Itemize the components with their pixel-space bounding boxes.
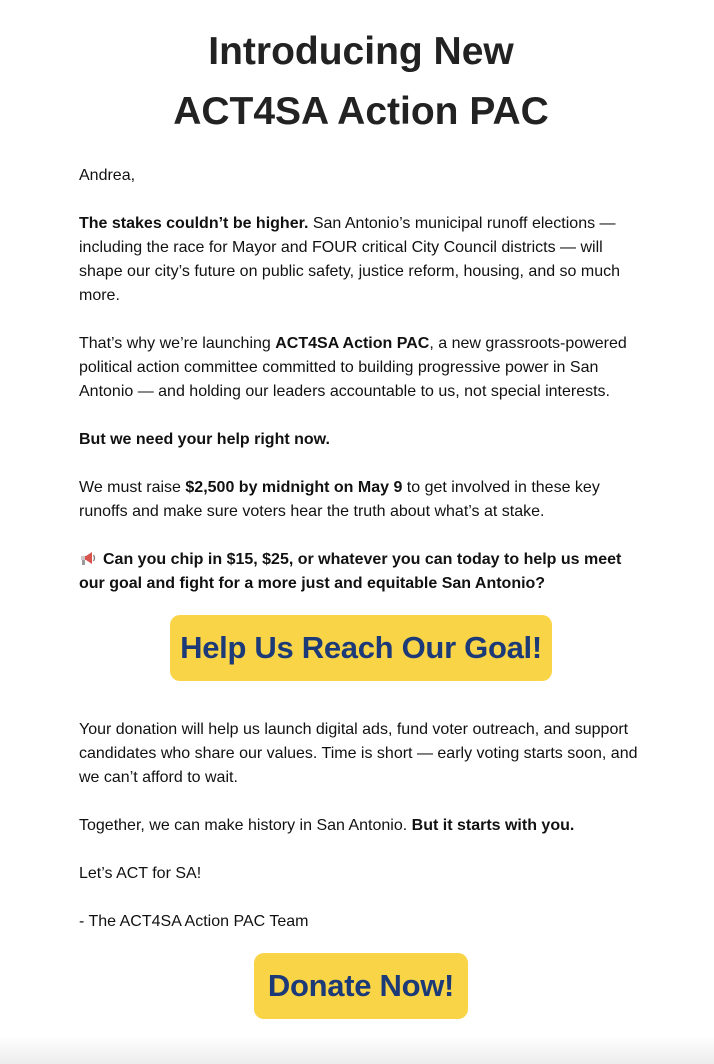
- paragraph-launch-start: That’s why we’re launching: [79, 335, 276, 352]
- paragraph-goal-text: to get involved in these key runoffs and make sure voters hear the truth about what’s at stake.: [79, 479, 600, 520]
- paragraph-stakes-bold: The stakes couldn’t be higher.: [79, 215, 309, 232]
- megaphone-icon: [79, 550, 97, 566]
- title-line-1: Introducing New: [208, 30, 514, 73]
- paragraph-together-bold: But it starts with you.: [411, 817, 575, 834]
- paragraph-stakes-text: San Antonio’s municipal runoff elections — including the race for Mayor and FOUR critical City Council districts — will shape our city’s future on public safety, justice reform, housing, and so much more.: [79, 215, 621, 304]
- paragraph-help-bold: But we need your help right now.: [79, 431, 330, 448]
- paragraph-launch-bold: ACT4SA Action PAC: [275, 335, 430, 352]
- signature: - The ACT4SA Action PAC Team: [79, 913, 309, 930]
- page-title: [0, 22, 714, 142]
- paragraph-goal-start: We must raise: [79, 479, 186, 496]
- bottom-fade: [0, 1036, 714, 1064]
- paragraph-ask-bold: Can you chip in $15, $25, or whatever you can today to help us meet our goal and fight for a more just and equitable San Antonio?: [79, 551, 622, 592]
- paragraph-launch-text: , a new grassroots-powered political action committee committed to building progressive power in San Antonio — and holding our leaders accountable to us, not special interests.: [79, 335, 627, 400]
- paragraph-launch: [79, 332, 649, 404]
- paragraph-stakes: [79, 212, 649, 308]
- donate-now-button[interactable]: Donate Now!: [254, 953, 468, 1019]
- greeting: Andrea,: [79, 167, 136, 184]
- paragraph-together: [79, 814, 649, 838]
- paragraph-help: [79, 428, 649, 452]
- help-reach-goal-button[interactable]: Help Us Reach Our Goal!: [170, 615, 552, 681]
- paragraph-act: Let’s ACT for SA!: [79, 865, 202, 882]
- paragraph-ask: [79, 548, 649, 596]
- paragraph-goal-bold: $2,500 by midnight on May 9: [185, 479, 403, 496]
- paragraph-goal: [79, 476, 649, 524]
- title-line-2: ACT4SA Action PAC: [173, 90, 549, 133]
- paragraph-together-start: Together, we can make history in San Antonio.: [79, 817, 412, 834]
- paragraph-donation: Your donation will help us launch digital ads, fund voter outreach, and support candidates who share our values. Time is short — early voting starts soon, and we can’t afford to wait.: [79, 721, 638, 786]
